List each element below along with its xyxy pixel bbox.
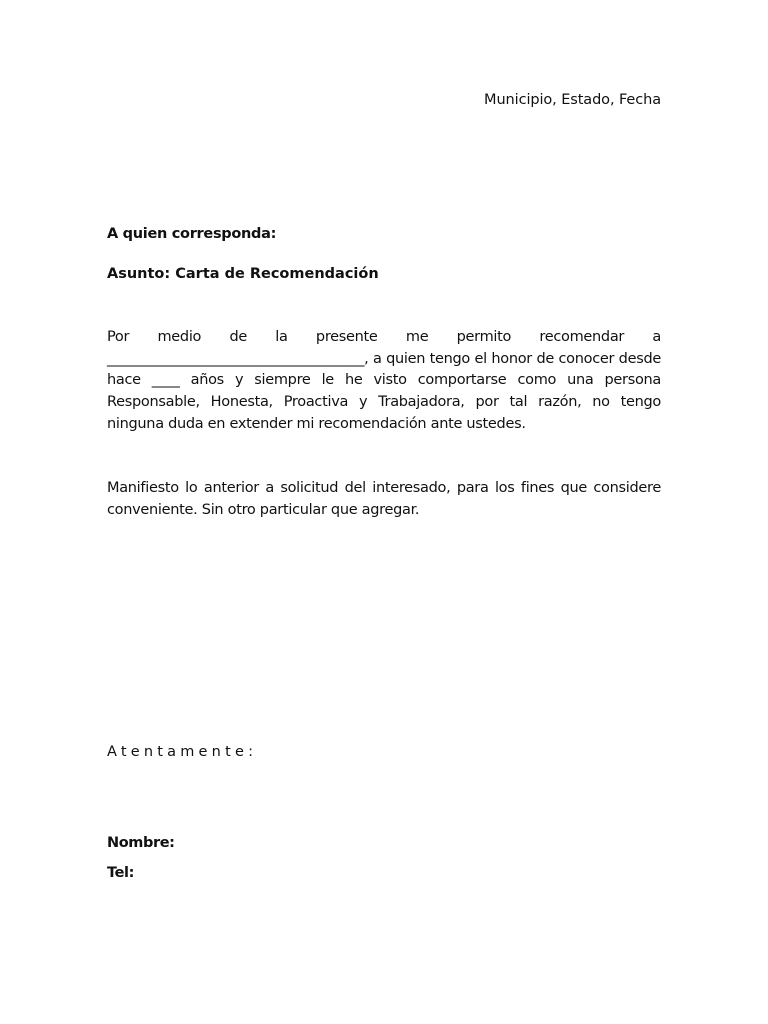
greeting: A quien corresponda: [107, 226, 277, 242]
name-label: Nombre: [107, 835, 175, 851]
subject-line: Asunto: Carta de Recomendación [107, 266, 379, 282]
closing: Atentamente: [107, 744, 258, 760]
tel-label: Tel: [107, 865, 134, 881]
place-date-line: Municipio, Estado, Fecha [484, 92, 661, 108]
body-paragraph-1: Por medio de la presente me permito recomendar a _____________________________________, a quien tengo el honor de conocer desde hace ____ años y siempre le he visto comportarse como una persona Responsable, Honesta, Proactiva y Trabajadora, por tal razón, no tengo ninguna duda en extender mi recomendación ante ustedes. [107, 329, 661, 432]
body-paragraph-2: Manifiesto lo anterior a solicitud del interesado, para los fines que considere conveniente. Sin otro particular que agregar. [107, 480, 661, 518]
